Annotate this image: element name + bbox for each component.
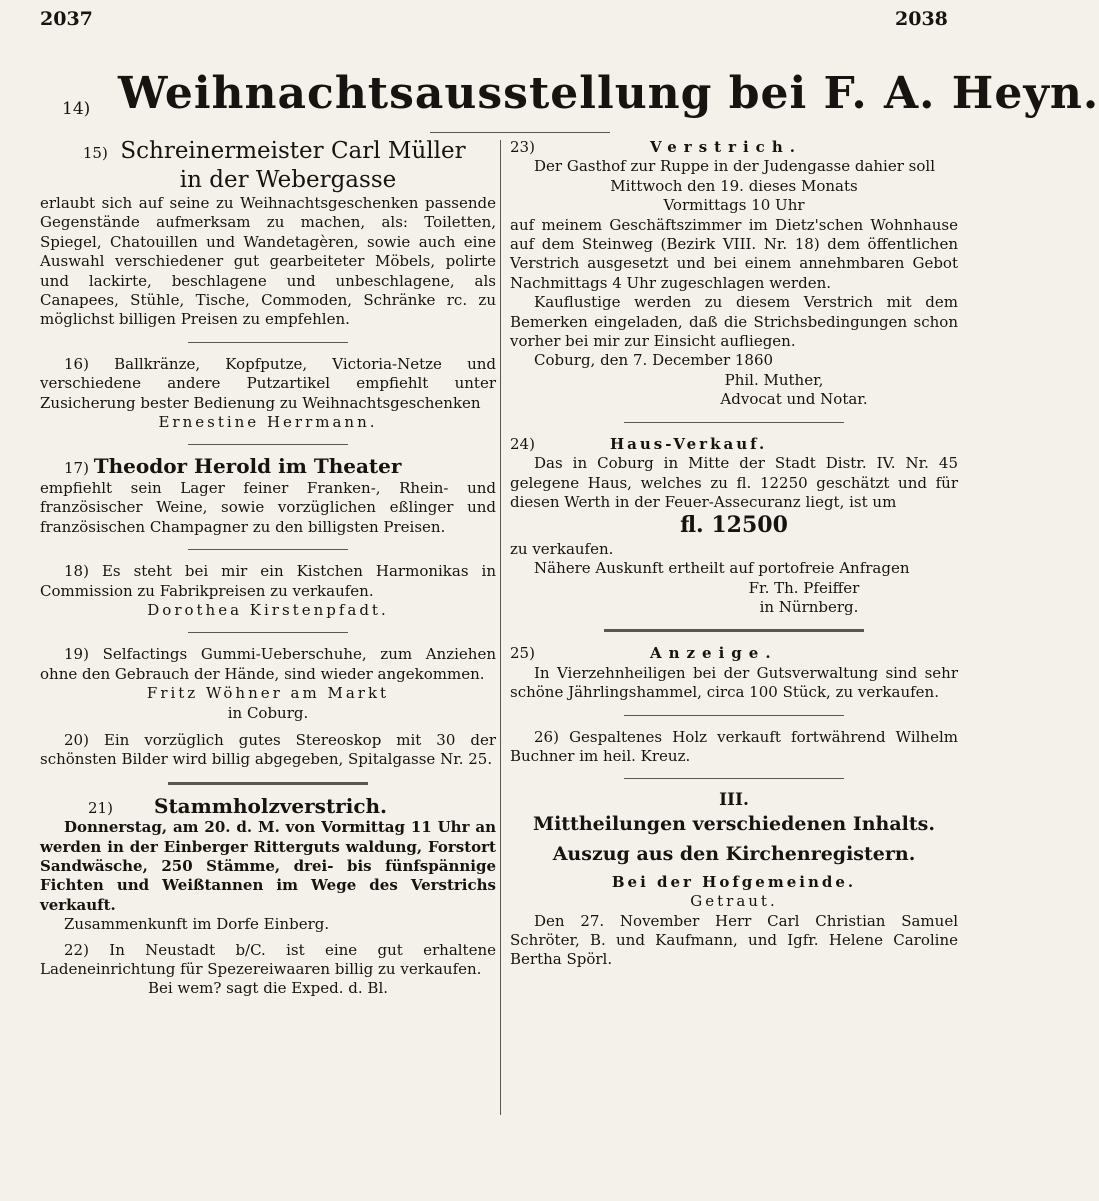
section-subtitle: Auszug aus den Kirchenregistern. (552, 842, 916, 865)
ad-18-number: 18) (64, 562, 89, 581)
ad-18-body: Es steht bei mir ein Kistchen Harmonikas in Commission zu Fabrikpreisen zu verkaufen. (40, 562, 496, 600)
ad-23-heading: Verstrich. (650, 138, 802, 156)
ad-25-heading: Anzeige. (650, 644, 778, 663)
ad-19 (40, 645, 496, 723)
divider (188, 342, 348, 343)
ad-17-body: empfiehlt sein Lager feiner Franken-, Rhein- und französischer Weine, sowie vorzüglichen eßlinger und französischen Champagner zu den billigsten Preisen. (40, 478, 496, 536)
ad-15-heading (40, 138, 496, 167)
right-column (510, 138, 958, 970)
ad-24-body2: zu verkaufen. (510, 539, 614, 558)
headline: Weihnachtsausstellung bei F. A. Heyn. (118, 68, 1099, 119)
divider (188, 632, 348, 633)
ad-24-price: fl. 12500 (680, 512, 788, 539)
ad-16-body: Ballkränze, Kopfputze, Victoria-Netze und verschiedene andere Putzartikel empfiehlt unter Zusicherung bester Bedienung zu Weihnachtsgeschenken (40, 354, 496, 412)
ad-23-signature-1: Phil. Muther, (724, 370, 824, 389)
ad-22-body: In Neustadt b/C. ist eine gut erhaltene Ladeneinrichtung für Spezereiwaaren billig zu verkaufen. (40, 940, 496, 978)
column-divider (500, 140, 501, 1115)
ad-23-body: auf meinem Geschäftszimmer im Dietz'schen Wohnhause auf dem Steinweg (Bezirk VIII. Nr. 18) dem öffentlichen Verstrich ausgesetzt und bei einem annehmbaren Gebot Nachmittags 4 Uhr zugeschlagen werden. (510, 215, 958, 292)
ad-23-signature-2: Advocat und Notar. (720, 390, 868, 409)
ad-16-signature: Ernestine Herrmann. (158, 413, 378, 432)
divider (624, 715, 844, 716)
ad-26-number: 26) (534, 727, 559, 746)
ad-26-body: Gespaltenes Holz verkauft fortwährend Wilhelm Buchner im heil. Kreuz. (510, 727, 958, 765)
ad-19-number: 19) (64, 645, 89, 664)
ad-19-body: Selfactings Gummi-Ueberschuhe, zum Anziehen ohne den Gebrauch der Hände, sind wieder angekommen. (40, 645, 496, 683)
divider-thick (168, 782, 368, 785)
ad-20-number: 20) (64, 730, 89, 749)
ad-22-footer: Bei wem? sagt die Exped. d. Bl. (147, 979, 389, 998)
ad-24-signature-1: Fr. Th. Pfeiffer (748, 578, 860, 597)
ad-26 (510, 728, 958, 767)
ad-25 (510, 644, 958, 702)
ad-23-place-date: Coburg, den 7. December 1860 (534, 351, 774, 370)
ad-21-number: 21) (88, 798, 113, 817)
ad-25-number: 25) (510, 644, 535, 663)
section-parish: Bei der Hofgemeinde. (611, 872, 857, 891)
ad-24-body3: Nähere Auskunft ertheilt auf portofreie Anfragen (534, 559, 910, 578)
page-number-left: 2037 (40, 8, 93, 30)
ad-22 (40, 941, 496, 999)
section-category: Getraut. (690, 892, 778, 911)
ad-22-number: 22) (64, 940, 89, 959)
ad-24-number: 24) (510, 434, 535, 453)
ad-25-body: In Vierzehnheiligen bei der Gutsverwaltung sind sehr schöne Jährlingshammel, circa 100 Stück, zu verkaufen. (510, 663, 958, 702)
headline-number: 14) (62, 99, 91, 119)
ad-23-line1: Der Gasthof zur Ruppe in der Judengasse dahier soll (534, 157, 935, 176)
ad-20 (40, 731, 496, 770)
ad-21 (40, 793, 496, 935)
ad-16 (40, 355, 496, 433)
divider (188, 549, 348, 550)
ad-15-number: 15) (82, 144, 108, 162)
ad-23-date: Mittwoch den 19. dieses Monats (610, 176, 858, 195)
section-title: Mittheilungen verschiedenen Inhalts. (533, 812, 935, 835)
ad-23-body2: Kauflustige werden zu diesem Verstrich mit dem Bemerken eingeladen, daß die Strichsbedingungen schon vorher bei mir zur Einsicht aufliegen. (510, 293, 958, 351)
ad-24-heading: Haus-Verkauf. (610, 434, 768, 453)
divider-thick (604, 629, 864, 632)
divider (624, 422, 844, 423)
ad-15-heading-2: in der Webergasse (179, 167, 397, 193)
top-rule (430, 132, 610, 133)
ad-17-number: 17) (64, 459, 89, 478)
ad-15-heading-1: Schreinermeister Carl Müller (120, 138, 466, 164)
page-number-right: 2038 (895, 8, 948, 30)
ad-24-signature-2: in Nürnberg. (759, 597, 859, 616)
ad-18 (40, 562, 496, 620)
section-entry: Den 27. November Herr Carl Christian Samuel Schröter, B. und Kaufmann, und Igfr. Helene Caroline Bertha Spörl. (510, 911, 958, 969)
ad-15 (40, 138, 496, 330)
ad-19-signature-2: in Coburg. (227, 703, 309, 722)
ad-18-signature: Dorothea Kirstenpfadt. (147, 600, 389, 619)
ad-21-meeting: Zusammenkunft im Dorfe Einberg. (64, 915, 330, 934)
ad-24 (510, 435, 958, 618)
ad-23 (510, 138, 958, 410)
ad-17 (40, 454, 496, 537)
ad-23-number: 23) (510, 138, 535, 156)
divider (188, 444, 348, 445)
ad-20-body: Ein vorzüglich gutes Stereoskop mit 30 der schönsten Bilder wird billig abgegeben, Spitalgasse Nr. 25. (40, 730, 496, 769)
ad-21-heading: Stammholzverstrich. (154, 793, 387, 818)
ad-15-body: erlaubt sich auf seine zu Weihnachtsgeschenken passende Gegenstände aufmerksam zu machen, als: Toiletten, Spiegel, Chatouillen und Wandetagèren, sowie auch eine Auswahl verschiedener gut gearbeiteter Möbels, polirte und lackirte, beschlagene und unbeschlagene, als Canapees, Stühle, Tische, Commoden, Schränke rc. zu möglichst billigen Preisen zu empfehlen. (40, 194, 496, 329)
ad-19-signature-1: Fritz Wöhner am Markt (146, 684, 390, 703)
ad-23-time: Vormittags 10 Uhr (663, 196, 805, 215)
ad-24-body: Das in Coburg in Mitte der Stadt Distr. IV. Nr. 45 gelegene Haus, welches zu fl. 12250 geschätzt und für diesen Werth in der Feuer-Assecuranz liegt, ist um (510, 454, 958, 511)
divider (624, 778, 844, 779)
left-column (40, 138, 496, 999)
ad-17-heading: Theodor Herold im Theater (93, 454, 402, 479)
section-3 (510, 791, 958, 969)
ad-21-body: Donnerstag, am 20. d. M. von Vormittag 11 Uhr an werden in der Einberger Ritterguts waldung, Forstort Sandwäsche, 250 Stämme, drei- bis fünfspännige Fichten und Weißtannen im Wege des Verstrichs verkauft. (40, 818, 496, 914)
section-numeral: III. (719, 790, 749, 811)
ad-16-number: 16) (64, 354, 89, 373)
